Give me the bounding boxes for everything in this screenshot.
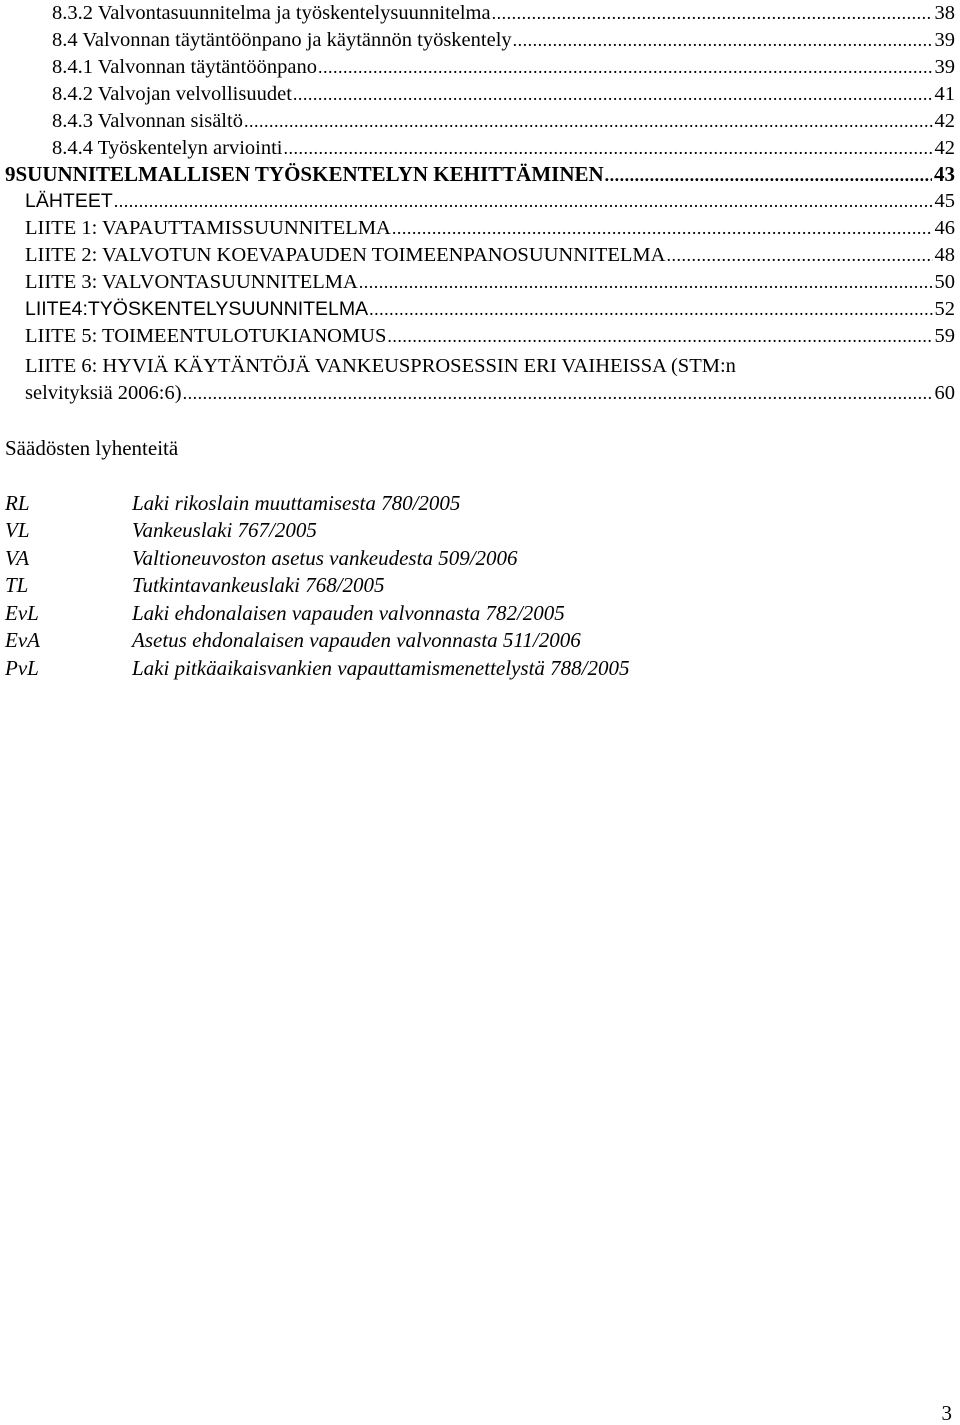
toc-dot-leader <box>359 269 933 295</box>
toc-entry[interactable] <box>25 269 955 295</box>
abbreviation-code: EvL <box>5 601 39 625</box>
abbreviations-heading: Säädösten lyhenteitä <box>5 436 179 460</box>
toc-entry-title: 8.4.3 Valvonnan sisältö <box>52 110 243 132</box>
toc-entry[interactable] <box>52 54 955 80</box>
toc-entry-page: 48 <box>934 244 955 266</box>
toc-chapter-entry[interactable] <box>5 161 955 188</box>
abbreviation-code: TL <box>5 573 29 597</box>
toc-dot-leader <box>387 323 932 349</box>
toc-chapter-number: 9 <box>5 162 16 186</box>
abbreviation-full-title: Tutkintavankeuslaki 768/2005 <box>132 573 385 597</box>
toc-entry[interactable] <box>52 27 955 53</box>
toc-entry-page: 42 <box>934 137 955 159</box>
toc-entry-page: 39 <box>934 56 955 78</box>
abbreviation-code: VL <box>5 518 30 542</box>
toc-dot-leader <box>392 215 933 241</box>
abbreviation-full-title: Vankeuslaki 767/2005 <box>132 518 317 542</box>
toc-entry-title: 8.4.2 Valvojan velvollisuudet <box>52 83 292 105</box>
toc-dot-leader <box>369 296 932 322</box>
toc-entry-page: 45 <box>934 190 955 212</box>
toc-dot-leader <box>513 27 933 53</box>
abbreviation-full-title: Laki pitkäaikaisvankien vapauttamismenettelystä 788/2005 <box>132 656 630 680</box>
abbreviation-full-title: Asetus ehdonalaisen vapauden valvonnasta 511/2006 <box>132 628 581 652</box>
toc-entry-page: 60 <box>934 382 955 404</box>
toc-dot-leader <box>318 54 933 80</box>
toc-dot-leader <box>284 135 933 161</box>
toc-entry-title: 8.4.1 Valvonnan täytäntöönpano <box>52 56 317 78</box>
toc-entry-title: LIITE 1: VAPAUTTAMISSUUNNITELMA <box>25 217 391 239</box>
abbreviation-row <box>5 627 581 653</box>
toc-entry-page: 38 <box>934 2 955 24</box>
toc-entry[interactable] <box>52 81 955 107</box>
toc-entry-title: LIITE 2: VALVOTUN KOEVAPAUDEN TOIMEENPANOSUUNNITELMA <box>25 244 666 266</box>
toc-dot-leader <box>183 380 933 406</box>
toc-entry-title: 8.4.4 Työskentelyn arviointi <box>52 137 283 159</box>
toc-entry-page: 41 <box>934 83 955 105</box>
toc-entry[interactable] <box>25 323 955 349</box>
toc-entry-title: 8.3.2 Valvontasuunnitelma ja työskentelysuunnitelma <box>52 2 491 24</box>
abbreviation-row <box>5 490 460 516</box>
toc-dot-leader <box>666 242 932 268</box>
abbreviation-full-title: Valtioneuvoston asetus vankeudesta 509/2006 <box>132 546 518 570</box>
toc-entry-title: LIITE4:TYÖSKENTELYSUUNNITELMA <box>25 298 369 320</box>
abbreviation-code: EvA <box>5 628 40 652</box>
toc-entry-title: LÄHTEET <box>25 190 113 212</box>
toc-entry[interactable] <box>52 135 955 161</box>
toc-entry[interactable] <box>25 242 955 268</box>
toc-entry[interactable] <box>52 108 955 134</box>
abbreviation-code: VA <box>5 546 30 570</box>
abbreviation-row <box>5 545 518 571</box>
abbreviation-row <box>5 572 385 598</box>
abbreviation-code: PvL <box>5 656 39 680</box>
toc-entry[interactable] <box>25 188 955 214</box>
abbreviation-row <box>5 517 317 543</box>
toc-entry-title: LIITE 3: VALVONTASUUNNITELMA <box>25 271 358 293</box>
toc-entry[interactable] <box>52 0 955 26</box>
abbreviation-full-title: Laki ehdonalaisen vapauden valvonnasta 782/2005 <box>132 601 565 625</box>
toc-entry-title-line1: LIITE 6: HYVIÄ KÄYTÄNTÖJÄ VANKEUSPROSESSIN ERI VAIHEISSA (STM:n <box>25 355 736 377</box>
toc-entry-title: LIITE 5: TOIMEENTULOTUKIANOMUS <box>25 325 387 347</box>
toc-entry-title: 8.4 Valvonnan täytäntöönpano ja käytännön työskentely <box>52 29 512 51</box>
toc-entry-page: 43 <box>934 162 955 186</box>
abbreviation-row <box>5 600 565 626</box>
abbreviation-row <box>5 655 630 681</box>
toc-entry[interactable] <box>25 296 955 322</box>
toc-entry-page: 52 <box>934 298 955 320</box>
page-number: 3 <box>941 1401 952 1425</box>
toc-entry-page: 59 <box>934 325 955 347</box>
toc-dot-leader <box>492 0 933 26</box>
toc-dot-leader <box>605 162 932 188</box>
toc-entry[interactable] <box>25 215 955 241</box>
toc-entry-title: SUUNNITELMALLISEN TYÖSKENTELYN KEHITTÄMINEN <box>15 162 604 186</box>
toc-entry[interactable] <box>25 380 955 406</box>
toc-entry-page: 39 <box>934 29 955 51</box>
toc-entry-title: selvityksiä 2006:6) <box>25 382 182 404</box>
abbreviation-code: RL <box>5 491 30 515</box>
toc-dot-leader <box>244 108 933 134</box>
abbreviation-full-title: Laki rikoslain muuttamisesta 780/2005 <box>132 491 461 515</box>
toc-entry-page: 46 <box>934 217 955 239</box>
toc-entry-page: 50 <box>934 271 955 293</box>
toc-entry-page: 42 <box>934 110 955 132</box>
toc-dot-leader <box>293 81 933 107</box>
toc-dot-leader <box>114 188 933 214</box>
